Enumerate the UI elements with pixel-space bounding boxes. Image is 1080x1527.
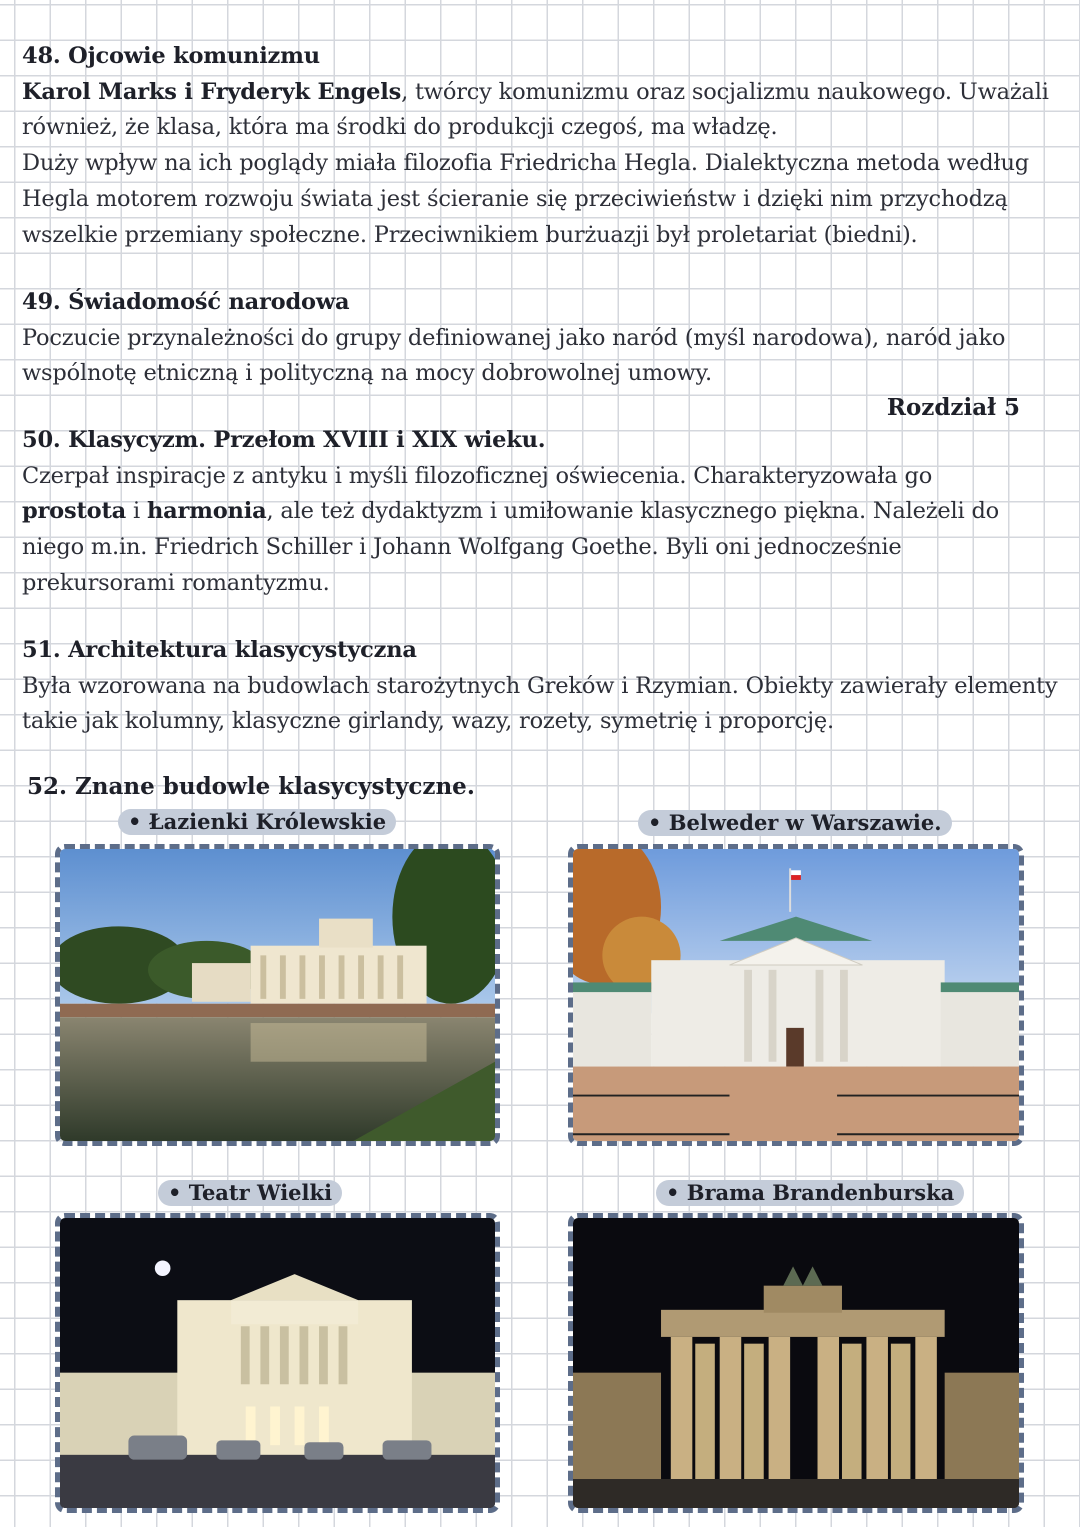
chapter-label: Rozdział 5 xyxy=(886,394,1020,421)
photo-brama-brandenburska xyxy=(568,1213,1024,1513)
section-50-bold-harmonia: harmonia xyxy=(146,498,267,525)
section-50-line-2 xyxy=(22,494,1062,530)
label-brama-brandenburska: • Brama Brandenburska xyxy=(656,1180,964,1206)
label-teatr-wielki: • Teatr Wielki xyxy=(158,1180,342,1206)
photo-belweder xyxy=(568,844,1024,1146)
photo-teatr-wielki xyxy=(55,1213,500,1513)
section-48-line-3: Duży wpływ na ich poglądy miała filozofia Friedricha Hegla. Dialektyczna metoda według xyxy=(22,150,1030,177)
section-50-bold-prostota: prostota xyxy=(22,498,127,525)
label-lazienki: • Łazienki Królewskie xyxy=(118,809,396,835)
section-51-line-1: Była wzorowana na budowlach starożytnych Greków i Rzymian. Obiekty zawierały elementy xyxy=(22,672,1058,699)
section-51-line-2: takie jak kolumny, klasyczne girlandy, wazy, rozety, symetrię i proporcję. xyxy=(22,708,834,735)
section-49-title: 49. Świadomość narodowa xyxy=(22,289,350,315)
teatr-wielki-illustration xyxy=(60,1218,495,1508)
section-48-title: 48. Ojcowie komunizmu xyxy=(22,43,320,69)
section-50-line-4: prekursorami romantyzmu. xyxy=(22,569,330,596)
section-48-line-4: Hegla motorem rozwoju świata jest ścieranie się przeciwieństw i dzięki nim przychodzą xyxy=(22,185,1008,212)
section-50-mid: i xyxy=(126,498,147,525)
section-49-line-2: wspólnotę etniczną i polityczną na mocy dobrowolnej umowy. xyxy=(22,360,712,387)
section-48 xyxy=(22,39,1062,253)
section-50-line-2-rest: , ale też dydaktyzm i umiłowanie klasycznego piękna. Należeli do xyxy=(266,498,999,525)
belweder-illustration xyxy=(573,849,1019,1141)
section-50 xyxy=(22,423,1062,602)
section-48-line-1 xyxy=(22,75,1062,111)
section-48-bold-names: Karol Marks i Fryderyk Engels xyxy=(22,78,402,105)
section-49-line-1: Poczucie przynależności do grupy definiowanej jako naród (myśl narodowa), naród jako xyxy=(22,324,1006,351)
label-belweder: • Belweder w Warszawie. xyxy=(638,810,952,836)
section-48-line-2: również, że klasa, która ma środki do produkcji czegoś, ma władzę. xyxy=(22,114,778,141)
section-48-line-5: wszelkie przemiany społeczne. Przeciwnikiem burżuazji był proletariat (biedni). xyxy=(22,221,918,248)
lazienki-illustration xyxy=(60,849,495,1141)
section-52-title: 52. Znane budowle klasycystyczne. xyxy=(27,773,475,800)
section-51 xyxy=(22,633,1062,740)
section-51-title: 51. Architektura klasycystyczna xyxy=(22,637,417,663)
section-48-line-1-rest: , twórcy komunizmu oraz socjalizmu naukowego. Uważali xyxy=(401,78,1049,105)
photo-lazienki xyxy=(55,844,500,1146)
section-49 xyxy=(22,285,1062,392)
section-50-title: 50. Klasycyzm. Przełom XVIII i XIX wieku. xyxy=(22,427,546,453)
section-50-line-1: Czerpał inspiracje z antyku i myśli filozoficznej oświecenia. Charakteryzowała go xyxy=(22,462,933,489)
section-50-line-3: niego m.in. Friedrich Schiller i Johann Wolfgang Goethe. Byli oni jednocześnie xyxy=(22,534,902,561)
brama-brandenburska-illustration xyxy=(573,1218,1019,1508)
